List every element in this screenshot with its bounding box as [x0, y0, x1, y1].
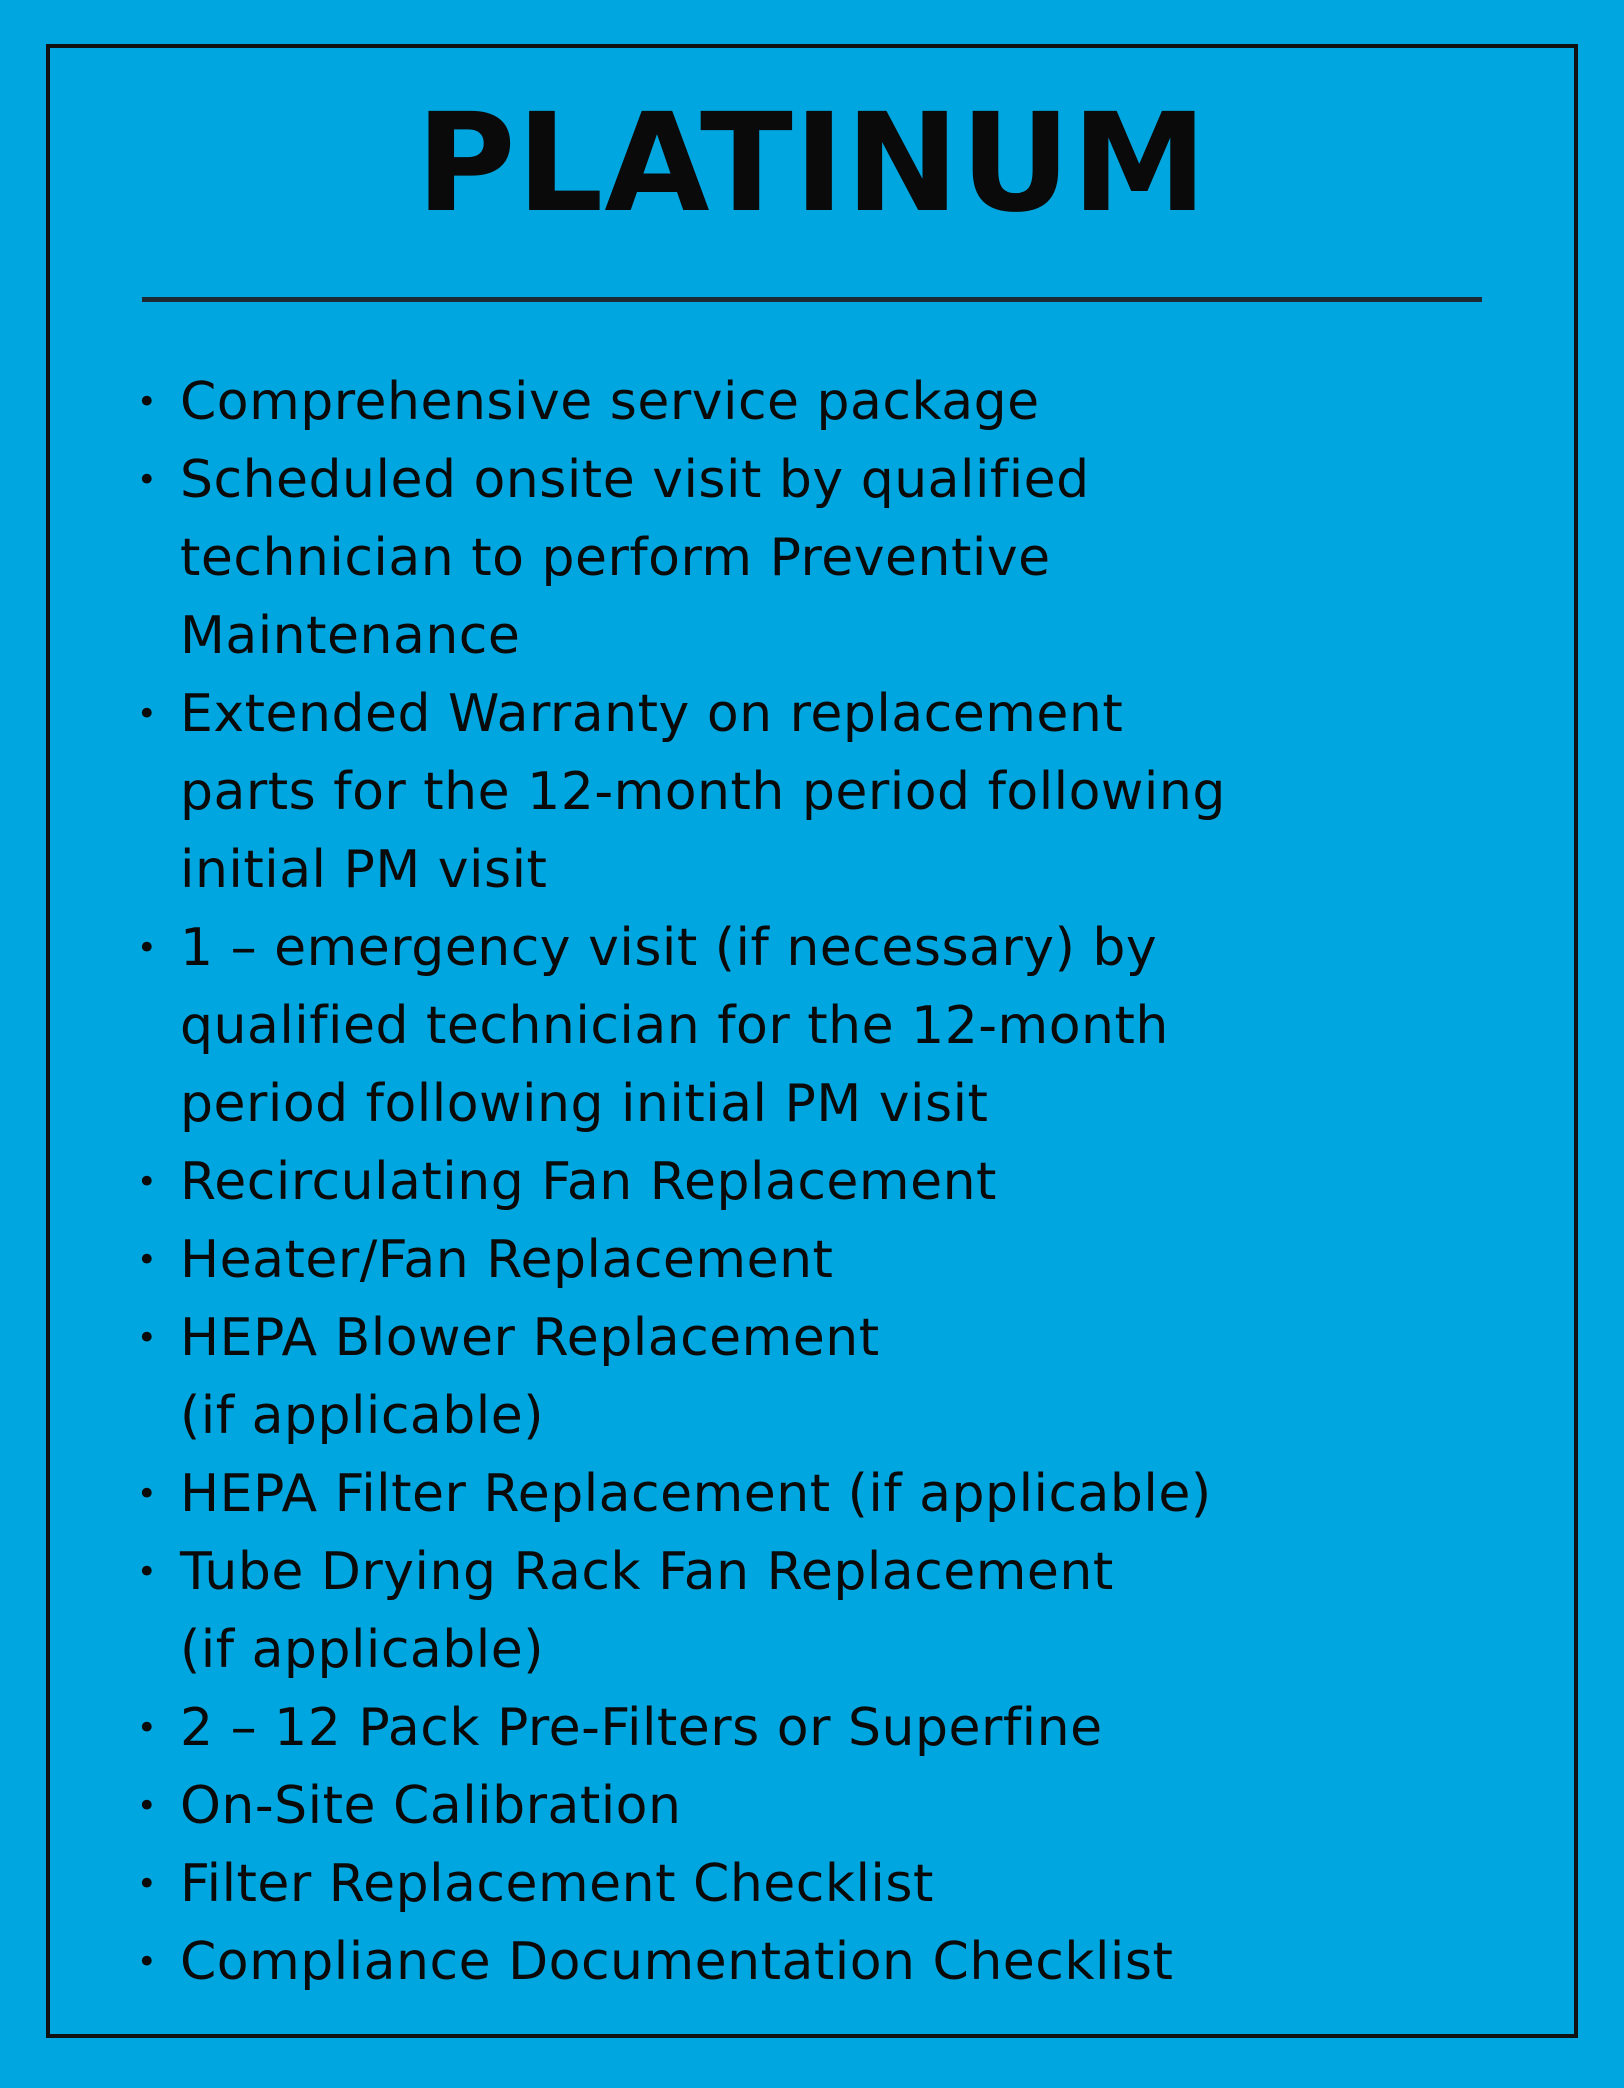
bullet-icon: • — [136, 1786, 158, 1826]
feature-line: HEPA Blower Replacement — [180, 1308, 880, 1368]
feature-item — [132, 441, 1432, 675]
feature-line: 2 – 12 Pack Pre-Filters or Superfine — [180, 1698, 1103, 1758]
feature-line: Heater/Fan Replacement — [180, 1230, 834, 1290]
feature-item — [132, 1455, 1432, 1533]
bullet-icon: • — [136, 694, 158, 734]
feature-line: parts for the 12-month period following — [180, 762, 1226, 822]
feature-line: Extended Warranty on replacement — [180, 684, 1124, 744]
feature-item — [132, 363, 1432, 441]
bullet-icon: • — [136, 1864, 158, 1904]
feature-line: HEPA Filter Replacement (if applicable) — [180, 1464, 1212, 1524]
feature-line: 1 – emergency visit (if necessary) by — [180, 918, 1158, 978]
bullet-icon: • — [136, 1240, 158, 1280]
feature-line: Comprehensive service package — [180, 372, 1040, 432]
feature-item — [132, 909, 1432, 1143]
feature-line: initial PM visit — [180, 840, 548, 900]
feature-line: technician to perform Preventive — [180, 528, 1051, 588]
bullet-icon: • — [136, 1162, 158, 1202]
bullet-icon: • — [136, 1942, 158, 1982]
feature-item — [132, 1221, 1432, 1299]
feature-line: Maintenance — [180, 606, 521, 666]
feature-line: Tube Drying Rack Fan Replacement — [180, 1542, 1114, 1602]
feature-line: qualified technician for the 12-month — [180, 996, 1169, 1056]
plan-title: PLATINUM — [416, 85, 1208, 243]
feature-line: Filter Replacement Checklist — [180, 1854, 934, 1914]
feature-line: Scheduled onsite visit by qualified — [180, 450, 1090, 510]
bullet-icon: • — [136, 1708, 158, 1748]
bullet-icon: • — [136, 1552, 158, 1592]
bullet-icon: • — [136, 1474, 158, 1514]
bullet-icon: • — [136, 382, 158, 422]
feature-item — [132, 675, 1432, 909]
feature-item — [132, 1845, 1432, 1923]
feature-item — [132, 1143, 1432, 1221]
feature-list — [132, 363, 1432, 2001]
feature-line: Recirculating Fan Replacement — [180, 1152, 997, 1212]
feature-item — [132, 1767, 1432, 1845]
feature-item — [132, 1923, 1432, 2001]
feature-line: period following initial PM visit — [180, 1074, 989, 1134]
feature-item — [132, 1533, 1432, 1689]
feature-line: Compliance Documentation Checklist — [180, 1932, 1174, 1992]
feature-line: (if applicable) — [180, 1386, 545, 1446]
bullet-icon: • — [136, 460, 158, 500]
feature-item — [132, 1689, 1432, 1767]
feature-line: On-Site Calibration — [180, 1776, 682, 1836]
feature-line: (if applicable) — [180, 1620, 545, 1680]
feature-item — [132, 1299, 1432, 1455]
bullet-icon: • — [136, 928, 158, 968]
bullet-icon: • — [136, 1318, 158, 1358]
title-divider — [142, 297, 1482, 302]
